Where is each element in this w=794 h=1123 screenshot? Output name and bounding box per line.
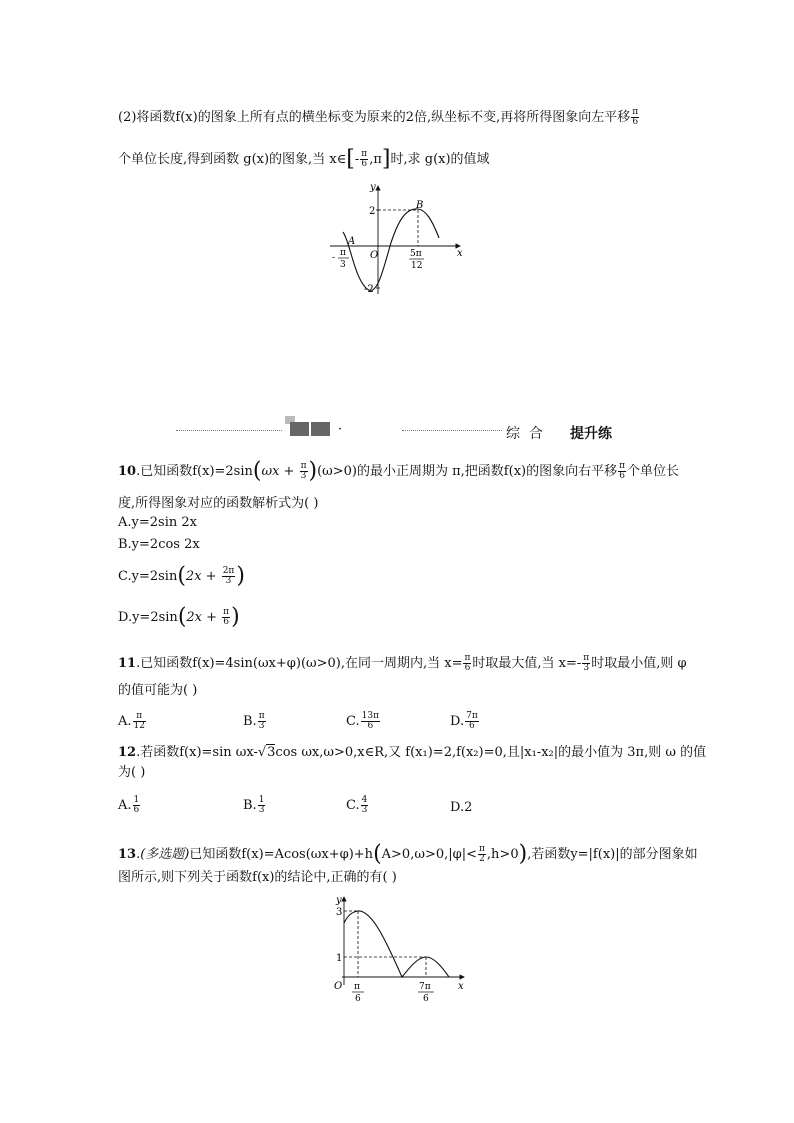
section-label-comprehensive: 综 合 xyxy=(506,426,543,442)
q10-stem-d: 度,所得图象对应的函数解析式为( ) xyxy=(118,496,319,511)
q10-stem-b: (ω>0)的最小正周期为 π,把函数f(x)的图象向右平移 xyxy=(317,464,618,479)
q9-line2 xyxy=(118,146,490,172)
q10-open-paren: ( xyxy=(252,458,262,484)
q11-option-c xyxy=(346,712,381,731)
q11-opt-b-fraction xyxy=(258,712,266,731)
q9-curve xyxy=(343,209,439,290)
q9-shift-fraction xyxy=(631,108,639,127)
q9-x-left-neg: - xyxy=(332,253,336,263)
q10-opt-d-den: 6 xyxy=(223,617,229,627)
q11-stem-a: .已知函数f(x)=4sin(ωx+φ)(ω>0),在同一周期内,当 x= xyxy=(136,656,463,671)
q11-opt-c-fraction xyxy=(361,712,380,731)
q10-opt-d-fraction xyxy=(222,608,230,627)
q13-x-first-den: 6 xyxy=(355,994,361,1004)
q12-opt-c-label: C. xyxy=(346,798,360,813)
q11-opt-a-label: A. xyxy=(118,714,132,729)
q10-shift-fraction xyxy=(618,462,626,481)
q13-stem-line1 xyxy=(118,841,698,867)
q13-x-second-num: 7π xyxy=(419,982,431,992)
q10-stem-line1 xyxy=(118,458,680,484)
section-block-right xyxy=(311,422,330,436)
q9-x-right-den: 12 xyxy=(411,261,423,271)
q10-opt-d-inner: 2x + xyxy=(186,610,222,625)
section-dots-right xyxy=(402,430,502,431)
q12-opt-c-fraction xyxy=(361,796,369,815)
q12-option-c xyxy=(346,796,369,815)
q12-opt-a-label: A. xyxy=(118,798,132,813)
q9-y-bottom-label: -2 xyxy=(364,284,374,295)
q11-min-num: π xyxy=(583,653,590,663)
q11-option-b xyxy=(243,712,267,731)
q11-opt-a-den: 12 xyxy=(133,721,145,731)
q10-option-b: B.y=2cos 2x xyxy=(118,537,200,552)
q13-cond-fraction xyxy=(478,845,486,864)
q12-option-b xyxy=(243,796,266,815)
q12-sqrt-sign: √ xyxy=(257,745,267,760)
q9-point-b-label: B xyxy=(416,200,424,211)
q12-opt-b-num: 1 xyxy=(258,795,265,805)
q11-stem-c: 时取最小值,则 φ xyxy=(591,656,687,671)
q12-opt-a-fraction xyxy=(133,796,141,815)
q9-line2b-text: 时,求 g(x)的值域 xyxy=(390,152,490,167)
q13-number: 13 xyxy=(118,847,137,862)
q11-opt-c-den: 6 xyxy=(367,721,374,731)
q11-stem-b: 时取最大值,当 x=- xyxy=(472,656,582,671)
q13-y-mid-label: 1 xyxy=(336,953,343,964)
q12-opt-c-den: 3 xyxy=(361,805,368,815)
q13-y-label: y xyxy=(336,895,342,906)
q11-stem-d: 的值可能为( ) xyxy=(118,683,198,698)
q9-x-left-num: π xyxy=(340,248,346,258)
q11-min-fraction xyxy=(582,654,590,673)
q10-opt-c-fraction xyxy=(222,567,236,586)
q11-opt-d-den: 6 xyxy=(469,721,475,731)
q13-cond-a: A>0,ω>0,|φ|< xyxy=(381,847,477,862)
q10-option-d xyxy=(118,604,240,630)
q13-stem-a: 已知函数f(x)=Acos(ωx+φ)+h xyxy=(189,847,374,862)
q9-interval-num: π xyxy=(361,149,368,159)
q9-interval-neg: - xyxy=(354,152,360,167)
q13-tag: .(多选题) xyxy=(136,847,190,862)
q10-shift-den: 6 xyxy=(619,471,625,481)
q12-opt-b-label: B. xyxy=(243,798,257,813)
q10-arg-den: 3 xyxy=(300,471,307,481)
q9-interval-fraction xyxy=(360,150,368,169)
q13-x-label: x xyxy=(458,981,464,992)
q11-opt-c-num: 13π xyxy=(361,711,379,721)
q11-max-num: π xyxy=(464,653,471,663)
q13-graph xyxy=(330,893,470,1005)
q9-x-left-den: 3 xyxy=(340,260,346,270)
q12-sqrt-value: 3 xyxy=(267,745,276,760)
q9-interval-den: 6 xyxy=(361,159,368,169)
q10-opt-d-open: ( xyxy=(177,604,187,630)
q9-shift-den: 6 xyxy=(632,117,639,127)
q13-x-first-num: π xyxy=(354,982,360,992)
q9-y-top-label: 2 xyxy=(369,206,376,217)
q9-interval-end: ,π xyxy=(369,152,382,167)
q11-opt-d-label: D. xyxy=(450,714,465,729)
q13-cond-b: ,h>0 xyxy=(486,847,519,862)
section-dots-left xyxy=(176,430,282,431)
q12-opt-a-num: 1 xyxy=(133,795,140,805)
q9-left-bracket: [ xyxy=(346,146,355,172)
q9-line1 xyxy=(118,108,640,127)
q10-arg-num: π xyxy=(300,461,307,471)
section-dot: · xyxy=(338,422,343,437)
q10-arg-pre: ωx + xyxy=(261,464,299,479)
q10-option-a: A.y=2sin 2x xyxy=(118,515,197,530)
q11-max-den: 6 xyxy=(464,663,471,673)
q10-arg-fraction xyxy=(300,462,308,481)
section-block-left xyxy=(290,422,309,436)
q12-stem-a: .若函数f(x)=sin ωx- xyxy=(136,745,258,760)
q13-origin-label: O xyxy=(334,981,343,992)
q9-origin-label: O xyxy=(370,250,379,261)
q9-x-label: x xyxy=(457,248,463,259)
q10-close-paren: ) xyxy=(308,458,318,484)
q13-cond-close: ) xyxy=(518,841,528,867)
q11-opt-a-num: π xyxy=(133,712,146,722)
q9-x-right-num: 5π xyxy=(410,249,422,259)
q11-number: 11 xyxy=(118,656,137,671)
q12-opt-b-den: 3 xyxy=(258,805,265,815)
q12-number: 12 xyxy=(118,745,137,760)
q10-opt-c-pre: C.y=2sin xyxy=(118,569,178,584)
q9-line1-text: (2)将函数f(x)的图象上所有点的横坐标变为原来的2倍,纵坐标不变,再将所得图象向左平移 xyxy=(118,110,631,125)
q9-graph xyxy=(326,180,466,300)
q11-option-d xyxy=(450,712,480,731)
q11-opt-b-num: π xyxy=(258,711,265,721)
q11-opt-d-num: 7π xyxy=(466,711,478,721)
q12-stem-c: 为( ) xyxy=(118,765,146,780)
q10-opt-c-den: 3 xyxy=(225,576,232,586)
q12-option-d: D.2 xyxy=(450,800,473,815)
q10-opt-d-pre: D.y=2sin xyxy=(118,610,178,625)
q10-opt-c-inner: 2x + xyxy=(185,569,221,584)
q10-opt-c-num: 2π xyxy=(222,566,235,576)
q12-opt-a-den: 6 xyxy=(133,805,140,815)
q11-opt-b-den: 3 xyxy=(258,721,265,731)
q11-option-a xyxy=(118,712,147,731)
q10-option-c xyxy=(118,563,245,589)
q9-right-bracket: ] xyxy=(381,146,391,172)
q13-cond-num: π xyxy=(479,844,485,854)
q12-stem-line1 xyxy=(118,745,706,761)
section-label-improve: 提升练 xyxy=(570,426,612,442)
q12-option-a xyxy=(118,796,141,815)
q10-opt-c-open: ( xyxy=(177,563,186,589)
q10-opt-c-close: ) xyxy=(236,563,245,589)
q13-curve xyxy=(344,911,449,977)
q10-number: 10 xyxy=(118,464,137,479)
q13-stem-b: ,若函数y=|f(x)|的部分图象如 xyxy=(527,847,698,862)
q12-opt-c-num: 4 xyxy=(361,795,368,805)
q11-opt-d-fraction xyxy=(465,712,479,731)
q10-shift-num: π xyxy=(619,461,626,471)
q10-stem-c: 个单位长 xyxy=(627,464,680,479)
q13-cond-open: ( xyxy=(373,841,382,867)
q13-x-second-den: 6 xyxy=(423,994,429,1004)
q12-opt-b-fraction xyxy=(258,796,266,815)
q10-stem-a: .已知函数f(x)=2sin xyxy=(136,464,253,479)
q11-max-fraction xyxy=(463,654,471,673)
q9-line2a-text: 个单位长度,得到函数 g(x)的图象,当 x∈ xyxy=(118,152,347,167)
q11-stem-line1 xyxy=(118,654,687,673)
q11-opt-a-fraction xyxy=(133,712,146,731)
q9-y-label: y xyxy=(370,182,376,193)
q13-y-top-label: 3 xyxy=(336,907,343,918)
q11-min-den: 3 xyxy=(583,663,590,673)
q10-opt-d-close: ) xyxy=(231,604,240,630)
q12-stem-b: cos ωx,ω>0,x∈R,又 f(x₁)=2,f(x₂)=0,且|x₁-x₂|的最小值为 3π,则 ω 的值 xyxy=(275,745,707,760)
q11-opt-b-label: B. xyxy=(243,714,257,729)
q13-cond-den: 2 xyxy=(479,854,485,864)
q9-point-a-label: A xyxy=(348,236,356,247)
q10-opt-d-num: π xyxy=(223,607,230,617)
q11-opt-c-label: C. xyxy=(346,714,360,729)
q9-shift-num: π xyxy=(632,107,639,117)
q13-stem-c: 图所示,则下列关于函数f(x)的结论中,正确的有( ) xyxy=(118,870,397,885)
